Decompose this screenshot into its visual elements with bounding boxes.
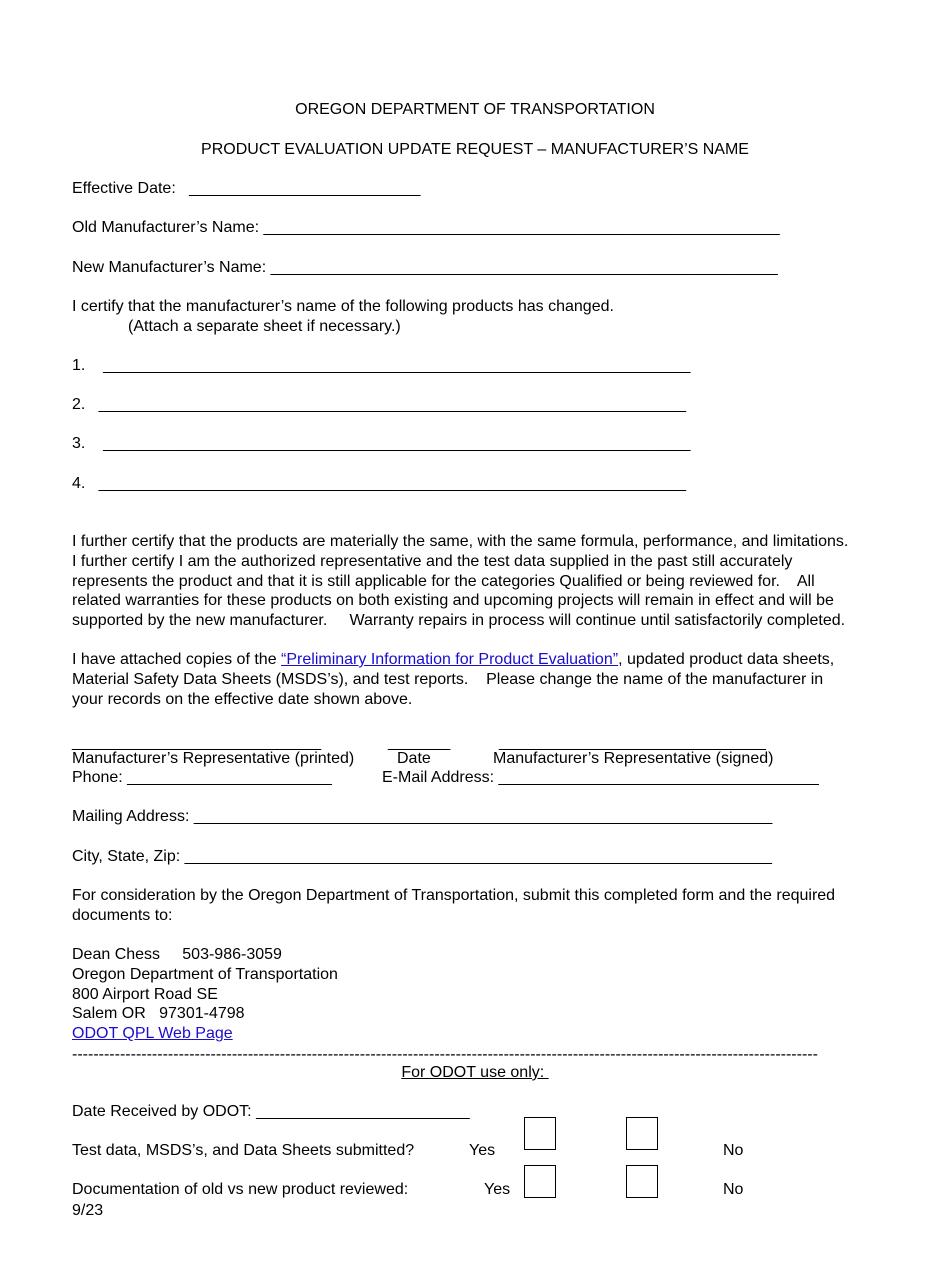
submit-line: documents to: (72, 906, 173, 924)
certify-statement: I certify that the manufacturer’s name of the following products has changed. (72, 298, 614, 315)
product-line-2[interactable]: 2. __________________________________________________________________ (72, 396, 686, 413)
section-divider: -------------------------------------------------------------------------------------------------------------------------------------------- (72, 1046, 818, 1063)
odot-qpl-link[interactable]: ODOT QPL Web Page (72, 1025, 233, 1043)
odot-use-heading: For ODOT use only: (401, 1064, 549, 1081)
attached-line: your records on the effective date shown above. (72, 690, 413, 708)
documentation-question: Documentation of old vs new product reviewed: (72, 1181, 409, 1198)
documentation-yes-checkbox[interactable] (524, 1165, 556, 1198)
date-blank[interactable]: _______ (388, 734, 451, 751)
further-line: represents the product and that it is still applicable for the categories Qualified or being reviewed for. All (72, 572, 815, 590)
submit-line: For consideration by the Oregon Department of Transportation, submit this completed form and the required (72, 887, 836, 904)
attached-pre: I have attached copies of the (72, 651, 282, 668)
submit-instructions (72, 886, 835, 926)
contact-block (72, 945, 338, 1044)
preliminary-info-link[interactable]: “Preliminary Information for Product Evaluation” (281, 651, 619, 668)
email-field[interactable]: E-Mail Address: ____________________________________ (382, 769, 819, 786)
new-manufacturer-name-field[interactable]: New Manufacturer’s Name: _________________________________________________________ (72, 259, 778, 276)
test-data-question: Test data, MSDS’s, and Data Sheets submitted? (72, 1142, 415, 1159)
contact-street: 800 Airport Road SE (72, 985, 218, 1003)
further-line: I further certify I am the authorized representative and the test data supplied in the past still accurately (72, 552, 793, 570)
certify-note: (Attach a separate sheet if necessary.) (128, 318, 401, 335)
signature-blank[interactable]: ______________________________ (499, 734, 766, 751)
contact-org: Oregon Department of Transportation (72, 965, 338, 983)
form-version: 9/23 (72, 1202, 104, 1219)
attached-line: Material Safety Data Sheets (MSDS’s), and test reports. Please change the name of the manufacturer in (72, 670, 824, 688)
test-data-no-checkbox[interactable] (626, 1117, 658, 1150)
agency-title: OREGON DEPARTMENT OF TRANSPORTATION (295, 101, 655, 118)
form-title: PRODUCT EVALUATION UPDATE REQUEST – MANUFACTURER’S NAME (201, 141, 749, 158)
further-line: I further certify that the products are materially the same, with the same formula, performance, and limitations. (72, 533, 849, 550)
old-manufacturer-name-field[interactable]: Old Manufacturer’s Name: __________________________________________________________ (72, 219, 780, 236)
documentation-no-checkbox[interactable] (626, 1165, 658, 1198)
printed-name-blank[interactable]: ____________________________ (72, 734, 322, 751)
further-certify-paragraph (72, 532, 848, 631)
mailing-address-field[interactable]: Mailing Address: _________________________________________________________________ (72, 808, 773, 825)
contact-name-phone: Dean Chess 503-986-3059 (72, 946, 282, 963)
attached-paragraph (72, 650, 834, 709)
documentation-no-label: No (723, 1181, 744, 1198)
product-line-3[interactable]: 3. __________________________________________________________________ (72, 435, 691, 452)
documentation-yes-label: Yes (484, 1181, 511, 1198)
further-line: related warranties for these products on both existing and upcoming projects will remain in effect and will be (72, 592, 834, 610)
signed-label: Manufacturer’s Representative (signed) (493, 750, 774, 767)
test-data-yes-label: Yes (469, 1142, 496, 1159)
further-line: supported by the new manufacturer. Warranty repairs in process will continue until satisfactorily completed. (72, 612, 846, 630)
date-label: Date (397, 750, 431, 767)
effective-date-field[interactable]: Effective Date: __________________________ (72, 180, 421, 197)
city-state-zip-field[interactable]: City, State, Zip: __________________________________________________________________ (72, 848, 772, 865)
test-data-no-label: No (723, 1142, 744, 1159)
printed-name-label: Manufacturer’s Representative (printed) (72, 750, 355, 767)
test-data-yes-checkbox[interactable] (524, 1117, 556, 1150)
product-line-4[interactable]: 4. __________________________________________________________________ (72, 475, 686, 492)
product-line-1[interactable]: 1. __________________________________________________________________ (72, 357, 691, 374)
attached-post: , updated product data sheets, (618, 651, 835, 668)
date-received-field[interactable]: Date Received by ODOT: ________________________ (72, 1103, 470, 1120)
contact-city: Salem OR 97301-4798 (72, 1005, 245, 1023)
phone-field[interactable]: Phone: _______________________ (72, 769, 332, 786)
